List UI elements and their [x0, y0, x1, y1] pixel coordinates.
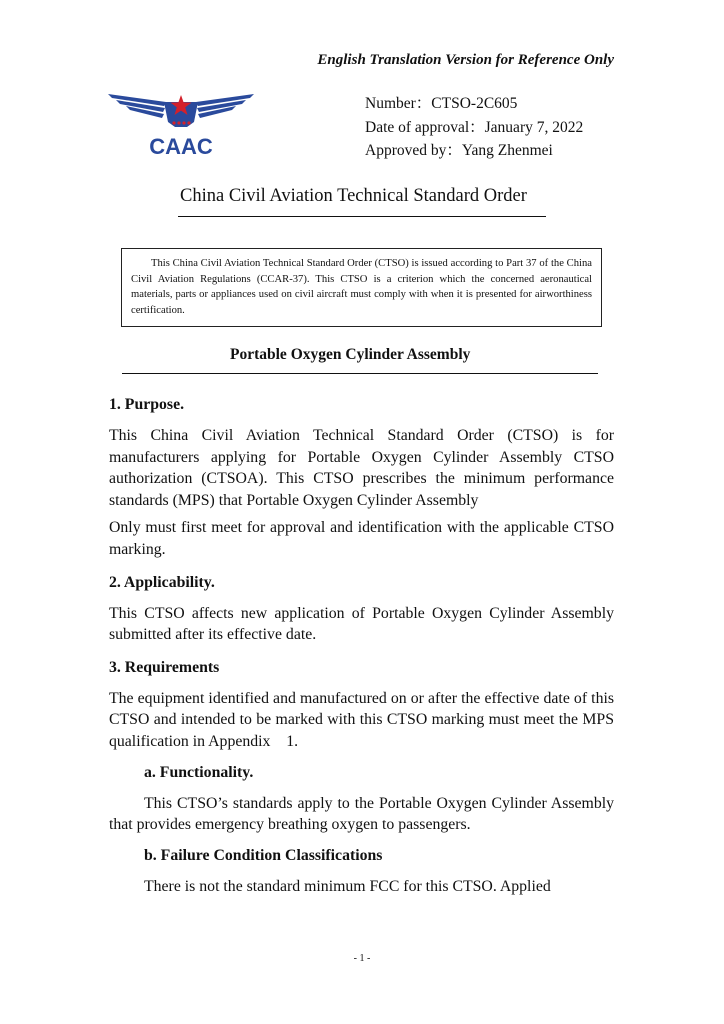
failure-heading: b. Failure Condition Classifications: [144, 846, 383, 864]
purpose-paragraph: This China Civil Aviation Technical Standard Order (CTSO) is for manufacturers applying for Portable Oxygen Cylinder Assembly CTSO authorization (CTSOA). This CTSO prescribes the minimum performance standards (MPS) that Portable Oxygen Cylinder Assembly: [109, 427, 614, 509]
title-divider: [178, 216, 546, 217]
functionality-paragraph: This CTSO’s standards apply to the Portable Oxygen Cylinder Assembly that provides emergency breathing oxygen to passengers.: [109, 794, 614, 834]
functionality-heading: a. Functionality.: [144, 763, 254, 781]
applicability-heading: 2. Applicability.: [109, 573, 215, 591]
approval-date: Date of approval：January 7, 2022: [365, 118, 584, 136]
item-title: Portable Oxygen Cylinder Assembly: [230, 346, 471, 363]
document-body: [109, 394, 614, 897]
purpose-heading: 1. Purpose.: [109, 396, 185, 413]
applicability-paragraph: This CTSO affects new application of Portable Oxygen Cylinder Assembly submitted after its effective date.: [109, 604, 614, 644]
requirements-paragraph: The equipment identified and manufactured on or after the effective date of this CTSO and intended to be marked with this CTSO marking must meet the MPS qualification in Appendix 1.: [109, 689, 614, 750]
document-title: China Civil Aviation Technical Standard Order: [180, 186, 527, 206]
translation-note: English Translation Version for Reference Only: [317, 52, 614, 68]
doc-meta: [365, 92, 583, 163]
intro-note-box: This China Civil Aviation Technical Standard Order (CTSO) is issued according to Part 37 of the China Civil Aviation Regulations (CCAR-37). This CTSO is a criterion which the concerned aeronautical materials, parts or appliances used on civil aircraft must comply with when it is presented for airworthiness certification.: [121, 248, 602, 327]
failure-paragraph: There is not the standard minimum FCC for this CTSO. Applied: [144, 877, 551, 895]
requirements-heading: 3. Requirements: [109, 658, 220, 676]
caac-logo: [108, 92, 254, 158]
item-title-divider: [122, 373, 598, 374]
page-number: - 1 -: [353, 953, 371, 964]
approved-by: Approved by：Yang Zhenmei: [365, 142, 553, 159]
logo-text: CAAC: [149, 134, 213, 158]
purpose-paragraph-2: Only must first meet for approval and identification with the applicable CTSO marking.: [109, 519, 614, 558]
doc-number: Number：CTSO-2C605: [365, 95, 518, 112]
